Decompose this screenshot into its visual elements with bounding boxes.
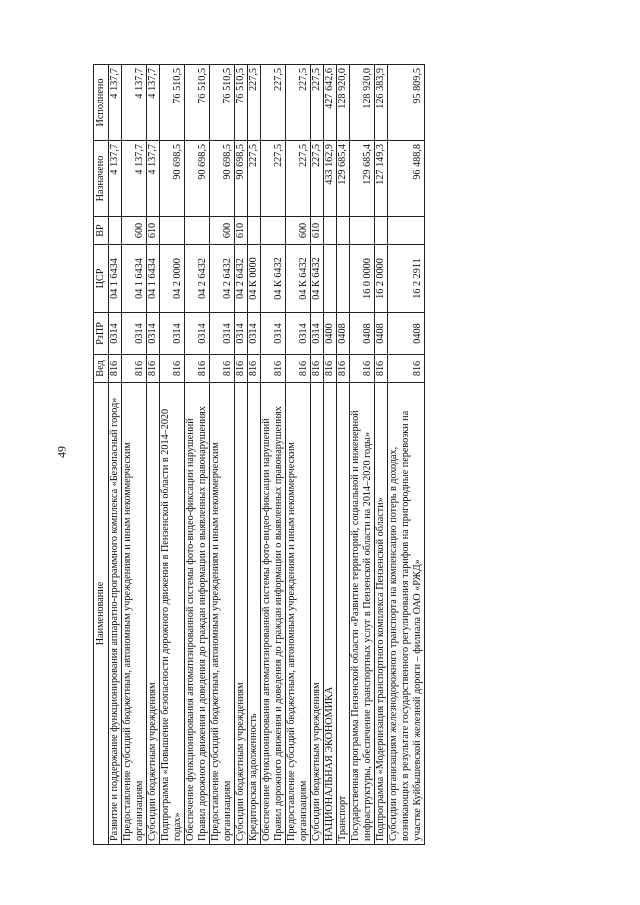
cell-vr: 600 [210, 217, 235, 245]
cell-executed: 126 383,9 [375, 65, 388, 141]
cell-ved: 816 [160, 355, 185, 383]
table-row [388, 65, 425, 845]
table-row [109, 65, 122, 845]
cell-ved: 816 [311, 355, 324, 383]
table-row [324, 65, 337, 845]
cell-csr: 04 2 6432 [235, 245, 248, 313]
cell-assigned: 4 137,7 [147, 141, 160, 217]
cell-rzpr: 0400 [324, 313, 337, 355]
cell-name: Предоставление субсидий бюджетным, автономным учреждениям и иным некоммерческим организациям [210, 383, 235, 845]
cell-ved: 816 [109, 355, 122, 383]
cell-rzpr: 0314 [122, 313, 147, 355]
cell-rzpr: 0314 [210, 313, 235, 355]
table-body [109, 65, 425, 845]
table-row [160, 65, 185, 845]
cell-vr: 600 [286, 217, 311, 245]
cell-ved: 816 [147, 355, 160, 383]
cell-executed: 4 137,7 [147, 65, 160, 141]
cell-ved: 816 [324, 355, 337, 383]
cell-assigned: 227,5 [261, 141, 286, 217]
cell-name: Подпрограмма «Модернизация транспортного комплекса Пензенской области» [375, 383, 388, 845]
header-ved: Вед [94, 355, 109, 383]
cell-executed: 427 642,6 [324, 65, 337, 141]
table-row [248, 65, 261, 845]
cell-assigned: 4 137,7 [109, 141, 122, 217]
cell-rzpr: 0314 [286, 313, 311, 355]
cell-executed: 128 920,0 [350, 65, 375, 141]
table-row [235, 65, 248, 845]
cell-vr [388, 217, 425, 245]
cell-ved: 816 [388, 355, 425, 383]
cell-assigned: 227,5 [248, 141, 261, 217]
cell-csr: 04 2 0000 [160, 245, 185, 313]
cell-name: Предоставление субсидий бюджетным, автономным учреждениям и иным некоммерческим организациям [122, 383, 147, 845]
budget-table [93, 64, 425, 845]
cell-assigned: 433 162,9 [324, 141, 337, 217]
cell-ved: 816 [122, 355, 147, 383]
cell-executed: 76 510,5 [235, 65, 248, 141]
cell-executed: 4 137,7 [122, 65, 147, 141]
cell-ved: 816 [210, 355, 235, 383]
cell-csr: 04 К 0000 [248, 245, 261, 313]
header-csr: ЦСР [94, 245, 109, 313]
cell-vr [350, 217, 375, 245]
cell-name: Субсидии бюджетным учреждениям [147, 383, 160, 845]
cell-name: Транспорт [337, 383, 350, 845]
cell-vr: 600 [122, 217, 147, 245]
cell-vr [375, 217, 388, 245]
cell-executed: 227,5 [286, 65, 311, 141]
cell-name: Субсидии бюджетным учреждениям [311, 383, 324, 845]
cell-assigned: 4 137,7 [122, 141, 147, 217]
cell-rzpr: 0314 [248, 313, 261, 355]
cell-ved: 816 [185, 355, 210, 383]
cell-csr [324, 245, 337, 313]
cell-name: Субсидии организациям железнодорожного транспорта на компенсацию потерь в доходах, возникающих в результате государственного регулирования тарифов на пригородные перевозки на участке Куйбышевской железной дороги – филиала ОАО «РЖД» [388, 383, 425, 845]
cell-vr [324, 217, 337, 245]
table-row [337, 65, 350, 845]
cell-csr: 04 1 6434 [109, 245, 122, 313]
cell-name: Государственная программа Пензенской области «Развитие территорий, социальной и инженерной инфраструктуры, обеспечение транспортных услуг в Пензенской области на 2014–2020 годы» [350, 383, 375, 845]
cell-rzpr: 0408 [388, 313, 425, 355]
cell-vr [109, 217, 122, 245]
cell-executed: 76 510,5 [160, 65, 185, 141]
cell-vr: 610 [311, 217, 324, 245]
cell-rzpr: 0408 [350, 313, 375, 355]
cell-csr: 04 2 6432 [185, 245, 210, 313]
rotated-table-container [93, 65, 583, 845]
cell-rzpr: 0314 [160, 313, 185, 355]
cell-name: Предоставление субсидий бюджетным, автономным учреждениям и иным некоммерческим организациям [286, 383, 311, 845]
cell-rzpr: 0408 [375, 313, 388, 355]
header-assigned: Назначено [94, 141, 109, 217]
table-row [311, 65, 324, 845]
header-rzpr: РзПР [94, 313, 109, 355]
cell-name: Кредиторская задолженность [248, 383, 261, 845]
cell-assigned: 96 488,8 [388, 141, 425, 217]
cell-ved: 816 [286, 355, 311, 383]
cell-vr [337, 217, 350, 245]
cell-rzpr: 0314 [235, 313, 248, 355]
cell-rzpr: 0314 [261, 313, 286, 355]
table-row [122, 65, 147, 845]
table-row [375, 65, 388, 845]
table-row [210, 65, 235, 845]
cell-name: Субсидии бюджетным учреждениям [235, 383, 248, 845]
cell-executed: 227,5 [311, 65, 324, 141]
table-row [147, 65, 160, 845]
table-header-row [94, 65, 109, 845]
cell-name: Подпрограмма «Повышение безопасности дорожного движения в Пензенской области в 2014–2020 годах» [160, 383, 185, 845]
cell-csr: 16 0 0000 [350, 245, 375, 313]
cell-name: Развитие и поддержание функционирования аппаратно-программного комплекса «Безопасный город» [109, 383, 122, 845]
cell-executed: 95 809,5 [388, 65, 425, 141]
cell-assigned: 227,5 [311, 141, 324, 217]
cell-assigned: 129 685,4 [350, 141, 375, 217]
table-row [350, 65, 375, 845]
cell-executed: 76 510,5 [185, 65, 210, 141]
table-row [185, 65, 210, 845]
cell-executed: 4 137,7 [109, 65, 122, 141]
cell-vr [261, 217, 286, 245]
cell-vr: 610 [147, 217, 160, 245]
cell-ved: 816 [261, 355, 286, 383]
cell-executed: 227,5 [261, 65, 286, 141]
cell-executed: 128 920,0 [337, 65, 350, 141]
cell-csr: 04 К 6432 [286, 245, 311, 313]
cell-vr: 610 [235, 217, 248, 245]
table-row [286, 65, 311, 845]
cell-ved: 816 [337, 355, 350, 383]
cell-csr: 04 К 6432 [261, 245, 286, 313]
cell-name: Обеспечение функционирования автоматизированной системы фото-видео-фиксации нарушений Правил дорожного движения и доведения до граждан информации о выявленных правонарушениях [185, 383, 210, 845]
cell-rzpr: 0314 [311, 313, 324, 355]
cell-rzpr: 0408 [337, 313, 350, 355]
cell-executed: 227,5 [248, 65, 261, 141]
cell-rzpr: 0314 [147, 313, 160, 355]
cell-csr: 04 1 6434 [147, 245, 160, 313]
cell-ved: 816 [235, 355, 248, 383]
cell-csr: 04 2 6432 [210, 245, 235, 313]
cell-assigned: 90 698,5 [235, 141, 248, 217]
cell-assigned: 227,5 [286, 141, 311, 217]
cell-csr: 04 1 6434 [122, 245, 147, 313]
header-executed: Исполнено [94, 65, 109, 141]
cell-executed: 76 510,5 [210, 65, 235, 141]
header-name: Наименование [94, 383, 109, 845]
cell-rzpr: 0314 [185, 313, 210, 355]
cell-assigned: 127 149,3 [375, 141, 388, 217]
cell-csr: 16 2 2911 [388, 245, 425, 313]
cell-rzpr: 0314 [109, 313, 122, 355]
cell-assigned: 90 698,5 [160, 141, 185, 217]
cell-vr [185, 217, 210, 245]
cell-assigned: 90 698,5 [185, 141, 210, 217]
cell-vr [160, 217, 185, 245]
header-vr: ВР [94, 217, 109, 245]
cell-vr [248, 217, 261, 245]
cell-csr: 16 2 0000 [375, 245, 388, 313]
cell-ved: 816 [248, 355, 261, 383]
table-row [261, 65, 286, 845]
cell-assigned: 90 698,5 [210, 141, 235, 217]
cell-csr: 04 К 6432 [311, 245, 324, 313]
cell-ved: 816 [375, 355, 388, 383]
cell-name: Обеспечение функционирования автоматизированной системы фото-видео-фиксации нарушений Правил дорожного движения и доведения до граждан информации о выявленных правонарушениях [261, 383, 286, 845]
page-number: 49 [54, 446, 69, 458]
cell-name: НАЦИОНАЛЬНАЯ ЭКОНОМИКА [324, 383, 337, 845]
cell-ved: 816 [350, 355, 375, 383]
cell-csr [337, 245, 350, 313]
cell-assigned: 129 685,4 [337, 141, 350, 217]
